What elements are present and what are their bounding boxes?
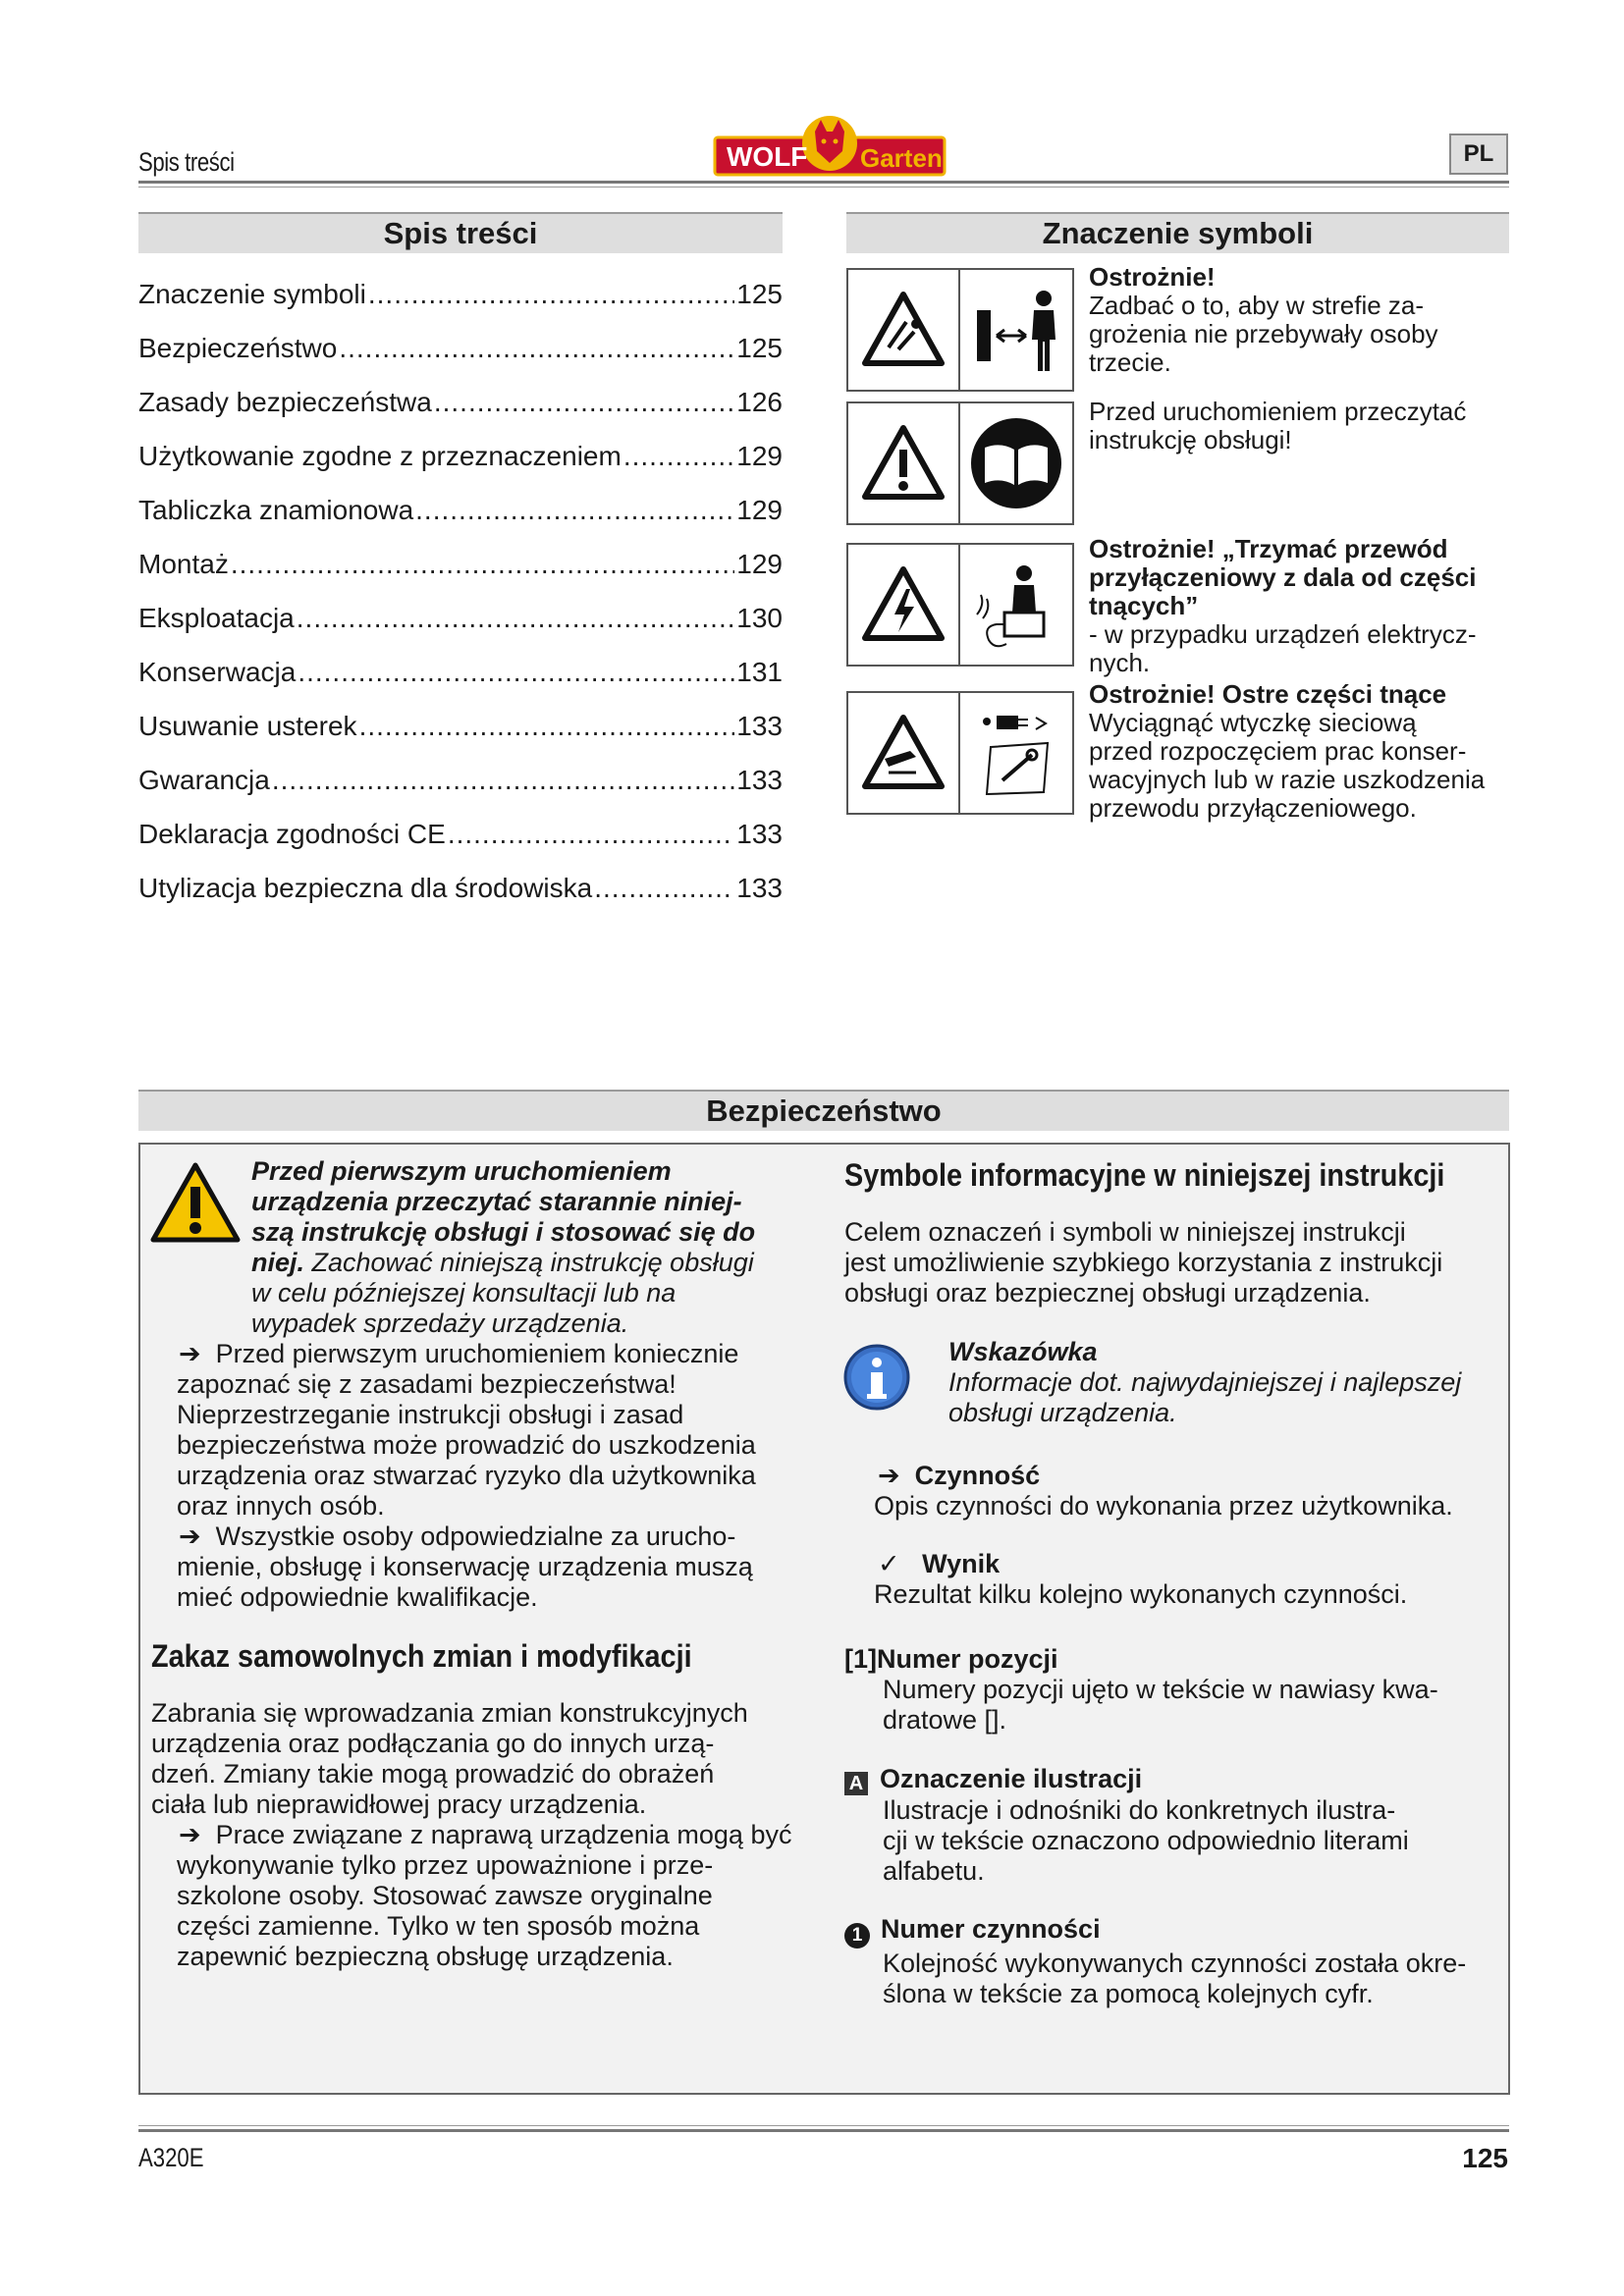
warning-exclamation-icon <box>848 403 960 523</box>
safety-title: Bezpieczeństwo <box>138 1090 1509 1131</box>
keep-distance-person-icon <box>960 270 1072 390</box>
symbol-bystanders <box>846 268 1074 392</box>
symbol-sharp-blades <box>846 691 1074 815</box>
general-warning-icon <box>149 1161 242 1249</box>
toc-entry-page: 130 <box>736 602 783 633</box>
hint-text: Informacje dot. najwydajniejszej i najlepszej obsługi urządzenia. <box>948 1367 1462 1427</box>
position-text: Numery pozycji ujęto w tekście w nawiasy kwa- dratowe []. <box>883 1675 1438 1735</box>
toc-entry-page: 126 <box>736 386 783 417</box>
illustration-text: Ilustracje i odnośniki do konkretnych ilustra- cji w tekście oznaczono odpowiednio literami alfabetu. <box>883 1795 1409 1886</box>
info-symbols-intro: Celem oznaczeń i symboli w niniejszej instrukcji jest umożliwienie szybkiego korzystania z instrukcji obsługi oraz bezpiecznej obsługi urządzenia. <box>844 1217 1443 1308</box>
check-icon: ✓ <box>878 1549 900 1578</box>
toc-entry-label: Gwarancja <box>138 764 270 795</box>
arrow-icon: ➔ <box>179 1339 201 1368</box>
toc-entry-label: Montaż <box>138 548 229 579</box>
safety-warning-bold: Przed pierwszym uruchomieniem urządzenia przeczytać starannie niniej- szą instrukcję obsługi i stosować się do niej. <box>251 1156 756 1277</box>
toc-entry[interactable] <box>138 375 783 429</box>
toc-entry[interactable] <box>138 861 783 915</box>
toc-entry-label: Tabliczka znamionowa <box>138 494 414 525</box>
toc-title: Spis treści <box>138 212 783 253</box>
toc-entry-page: 125 <box>736 332 783 363</box>
safety-bullet-2: Wszystkie osoby odpowiedzialne za urucho- mienie, obsługę i konserwację urządzenia muszą mieć odpowiednie kwalifikacje. <box>177 1522 753 1612</box>
toc-entry-label: Usuwanie usterek <box>138 710 357 741</box>
symbol-cable-away <box>846 543 1074 667</box>
brand-wolf: WOLF <box>727 141 808 172</box>
toc-entry[interactable] <box>138 753 783 807</box>
toc-entry-label: Zasady bezpieczeństwa <box>138 386 432 417</box>
toc-entry-label: Użytkowanie zgodne z przeznaczeniem <box>138 440 622 471</box>
toc-entry[interactable] <box>138 645 783 699</box>
toc-entry-label: Znaczenie symboli <box>138 278 366 309</box>
read-manual-book-icon <box>960 403 1072 523</box>
arrow-icon: ➔ <box>179 1820 201 1849</box>
wolf-garten-logo <box>713 108 948 191</box>
info-icon <box>842 1343 911 1416</box>
toc-entry-page: 133 <box>736 710 783 741</box>
step-title: Numer czynności <box>881 1914 1101 1944</box>
modifications-text: Zabrania się wprowadzania zmian konstrukcyjnych urządzenia oraz podłączania go do innych urzą- dzeń. Zmiany takie mogą prowadzić do obrażeń ciała lub nieprawidłowej pracy urządzenia. <box>151 1698 748 1819</box>
toc-entry-label: Bezpieczeństwo <box>138 332 338 363</box>
toc-entry[interactable] <box>138 321 783 375</box>
hint-title: Wskazówka <box>948 1337 1098 1366</box>
position-prefix: [1] <box>844 1644 877 1674</box>
toc-entry-page: 133 <box>736 818 783 849</box>
symbol-sharp-blades-text: Wyciągnąć wtyczkę sieciową przed rozpoczęciem prac konser- wacyjnych lub w razie uszkodzenia przewodu przyłączeniowego. <box>1089 708 1486 823</box>
symbol-cable-away-title: Ostrożnie! „Trzymać przewód przyłączeniowy z dala od części tnących” <box>1089 534 1477 620</box>
toc-entry[interactable] <box>138 699 783 753</box>
illustration-title: Oznaczenie ilustracji <box>880 1764 1143 1793</box>
illustration-letter-badge: A <box>844 1772 868 1795</box>
result-text: Rezultat kilku kolejno wykonanych czynności. <box>874 1579 1408 1609</box>
cable-mower-operator-icon <box>960 545 1072 665</box>
toc-entry-label: Utylizacja bezpieczna dla środowiska <box>138 872 593 903</box>
symbol-read-manual-text: Przed uruchomieniem przeczytać instrukcję obsługi! <box>1089 397 1467 454</box>
footer-rule-thin <box>138 2125 1509 2126</box>
header-rule <box>138 181 1509 184</box>
toc-entry-label: Eksploatacja <box>138 602 295 633</box>
footer-model: A320E <box>138 2143 204 2172</box>
toc-entry[interactable] <box>138 483 783 537</box>
table-of-contents <box>138 267 783 915</box>
footer-rule <box>138 2129 1509 2132</box>
modifications-bullet: Prace związane z naprawą urządzenia mogą być wykonywanie tylko przez upoważnione i prze- szkolone osoby. Stosować zawsze oryginalne części zamienne. Tylko w ten sposób można zapewnić bezpieczną obsługę urządzenia. <box>177 1820 792 1971</box>
symbol-bystanders-title: Ostrożnie! <box>1089 262 1216 292</box>
toc-entry-page: 133 <box>736 764 783 795</box>
safety-warning-rest: Zachować niniejszą instrukcję obsługi w celu późniejszej konsultacji lub na wypadek sprzedaży urządzenia. <box>251 1248 754 1338</box>
symbol-cable-away-text: - w przypadku urządzeń elektrycz- nych. <box>1089 619 1477 677</box>
info-symbols-heading: Symbole informacyjne w niniejszej instrukcji <box>844 1157 1445 1193</box>
footer-page-number: 125 <box>1462 2143 1508 2173</box>
sharp-blade-hand-icon <box>848 693 960 813</box>
symbol-bystanders-text: Zadbać o to, aby w strefie za- grożenia nie przebywały osoby trzecie. <box>1089 291 1438 377</box>
header-section-label: Spis treści <box>138 147 235 177</box>
unplug-maintenance-icon <box>960 693 1072 813</box>
toc-entry-page: 125 <box>736 278 783 309</box>
toc-entry-label: Deklaracja zgodności CE <box>138 818 446 849</box>
toc-entry-page: 129 <box>736 494 783 525</box>
toc-entry-page: 129 <box>736 548 783 579</box>
result-title: Wynik <box>922 1549 1001 1578</box>
symbol-sharp-blades-title: Ostrożnie! Ostre części tnące <box>1089 679 1447 709</box>
toc-entry[interactable] <box>138 807 783 861</box>
position-title: Numer pozycji <box>877 1644 1058 1674</box>
electric-hazard-icon <box>848 545 960 665</box>
action-text: Opis czynności do wykonania przez użytkownika. <box>874 1491 1453 1521</box>
toc-entry[interactable] <box>138 267 783 321</box>
toc-entry-page: 129 <box>736 440 783 471</box>
warning-triangle-icon <box>848 270 960 390</box>
language-badge: PL <box>1449 133 1508 175</box>
arrow-icon: ➔ <box>878 1461 900 1490</box>
toc-entry-page: 131 <box>736 656 783 687</box>
symbol-read-manual <box>846 401 1074 525</box>
symbols-title: Znaczenie symboli <box>846 212 1509 253</box>
toc-entry[interactable] <box>138 429 783 483</box>
toc-entry-page: 133 <box>736 872 783 903</box>
action-title: Czynność <box>914 1461 1041 1490</box>
step-number-badge: 1 <box>844 1923 870 1949</box>
toc-entry-label: Konserwacja <box>138 656 297 687</box>
modifications-heading: Zakaz samowolnych zmian i modyfikacji <box>151 1638 692 1674</box>
safety-bullet-1: Przed pierwszym uruchomieniem koniecznie zapoznać się z zasadami bezpieczeństwa! Nieprzestrzeganie instrukcji obsługi i zasad bezpieczeństwa może prowadzić do uszkodzenia urządzenia oraz stwarzać ryzyko dla użytkownika oraz innych osób. <box>177 1339 756 1521</box>
toc-entry[interactable] <box>138 537 783 591</box>
arrow-icon: ➔ <box>179 1522 201 1551</box>
brand-garten: Garten <box>860 143 943 173</box>
step-text: Kolejność wykonywanych czynności została okre- ślona w tekście za pomocą kolejnych cyfr. <box>883 1949 1467 2008</box>
toc-entry[interactable] <box>138 591 783 645</box>
